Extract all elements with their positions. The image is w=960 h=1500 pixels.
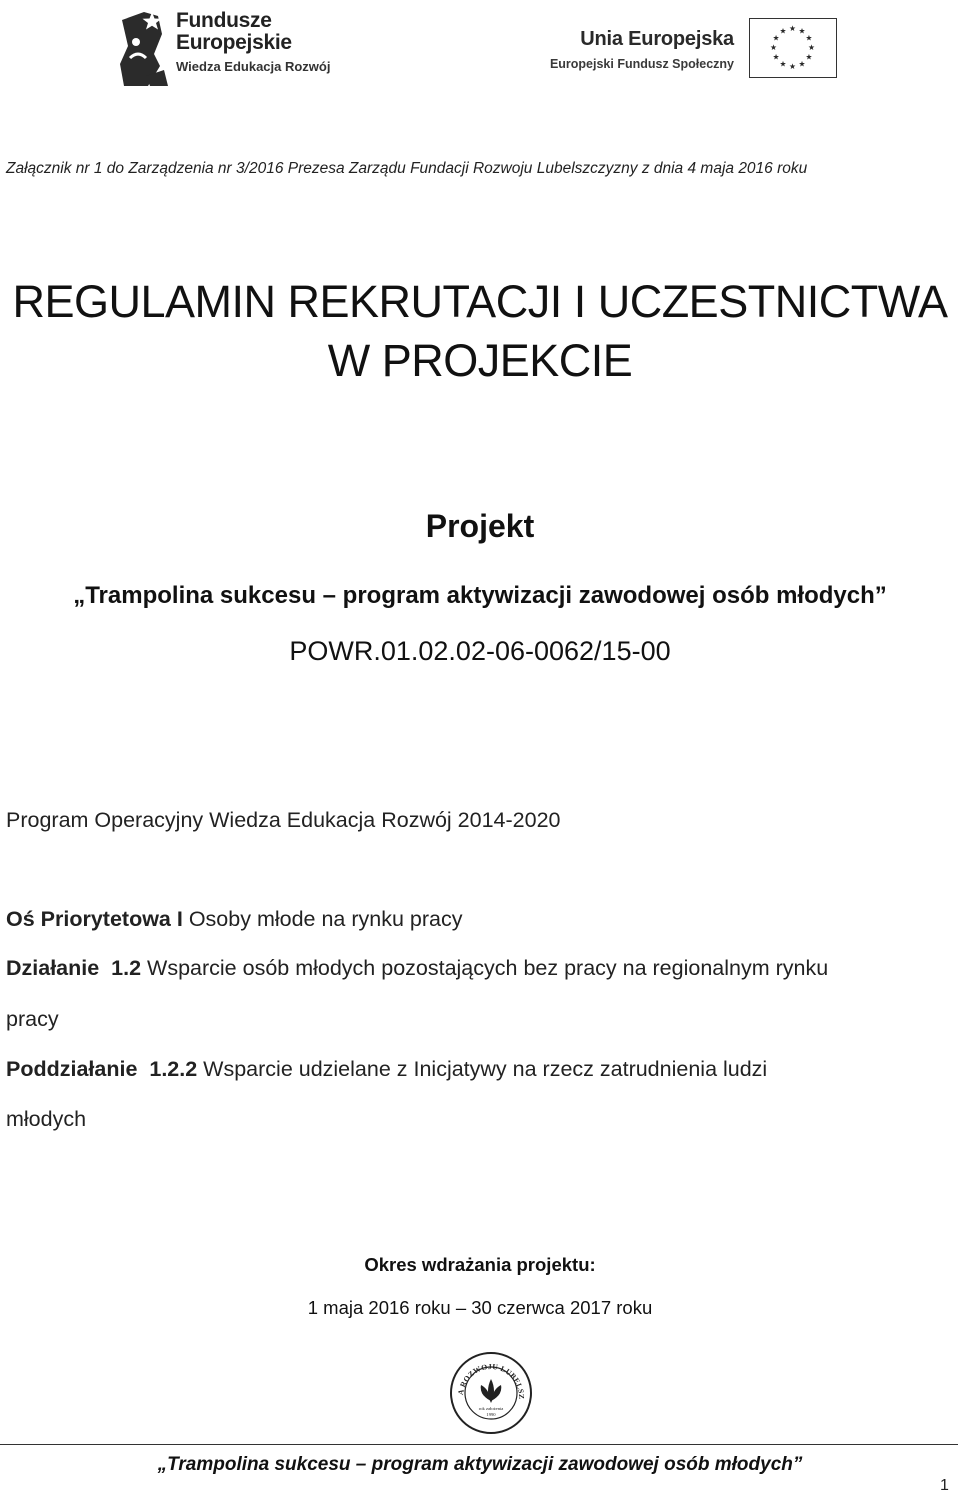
fundusze-europejskie-logo — [118, 6, 348, 86]
footer-project-title: „Trampolina sukcesu – program aktywizacji zawodowej osób młodych” — [157, 1454, 803, 1475]
document-title — [0, 272, 960, 390]
seal-founded-label: rok założenia — [478, 1406, 504, 1411]
eu-star-icon — [771, 44, 777, 50]
ue-logo-line2: Europejski Fundusz Społeczny — [549, 57, 734, 71]
submeasure — [6, 1057, 767, 1082]
eu-star-icon — [790, 63, 796, 69]
annex-note: Załącznik nr 1 do Zarządzenia nr 3/2016 Prezesa Zarządu Fundacji Rozwoju Lubelszczyzny z dnia 4 maja 2016 roku — [6, 160, 808, 177]
measure-text: Wsparcie osób młodych pozostających bez pracy na regionalnym rynku — [147, 956, 829, 980]
eu-star-icon — [799, 61, 805, 67]
eu-star-icon — [806, 54, 812, 60]
unia-europejska-text — [546, 28, 734, 71]
eu-star-icon — [780, 61, 786, 67]
priority-axis-label: Oś Priorytetowa I — [6, 907, 183, 931]
measure-label: Działanie 1.2 — [6, 956, 142, 980]
document-title-line1: REGULAMIN REKRUTACJI I UCZESTNICTWA — [12, 276, 948, 327]
foundation-seal-icon — [449, 1351, 533, 1435]
submeasure-text-continued: młodych — [6, 1107, 87, 1131]
document-title-line2: W PROJEKCIE — [327, 335, 633, 386]
eu-star-icon — [806, 35, 812, 41]
seal-year: 1990 — [486, 1412, 496, 1417]
eu-star-icon — [773, 35, 779, 41]
implementation-period-label: Okres wdrażania projektu: — [364, 1254, 596, 1275]
seal-ring-text: A ROZWOJU LUBELSZ — [456, 1361, 527, 1400]
project-code: POWR.01.02.02-06-0062/15-00 — [289, 636, 671, 666]
fundusze-europejskie-text — [176, 10, 330, 73]
project-name: „Trampolina sukcesu – program aktywizacji zawodowej osób młodych” — [73, 582, 887, 609]
priority-axis — [6, 907, 462, 932]
eu-star-icon — [799, 28, 805, 34]
unia-europejska-logo — [546, 16, 838, 80]
eu-flag-icon — [749, 18, 837, 78]
program-name: Program Operacyjny Wiedza Edukacja Rozwój 2014-2020 — [6, 808, 561, 832]
fundusze-europejskie-star-emblem-icon — [118, 6, 170, 86]
fe-logo-line2: Europejskie — [176, 31, 292, 54]
fe-logo-line1: Fundusze — [176, 9, 272, 32]
eu-star-icon — [773, 54, 779, 60]
eu-star-icon — [780, 28, 786, 34]
eu-star-icon — [809, 44, 815, 50]
project-label: Projekt — [425, 508, 535, 544]
implementation-period-dates: 1 maja 2016 roku – 30 czerwca 2017 roku — [307, 1297, 653, 1318]
priority-axis-text: Osoby młode na rynku pracy — [188, 907, 463, 931]
eu-star-icon — [790, 25, 796, 31]
fe-logo-line3: Wiedza Edukacja Rozwój — [176, 59, 331, 74]
footer-divider — [0, 1444, 958, 1445]
measure-text-continued: pracy — [6, 1007, 59, 1031]
measure — [6, 956, 828, 981]
ue-logo-line1: Unia Europejska — [580, 28, 734, 50]
page-number: 1 — [940, 1477, 949, 1494]
submeasure-text: Wsparcie udzielane z Inicjatywy na rzecz zatrudnienia ludzi — [203, 1057, 768, 1081]
submeasure-label: Poddziałanie 1.2.2 — [6, 1057, 198, 1081]
